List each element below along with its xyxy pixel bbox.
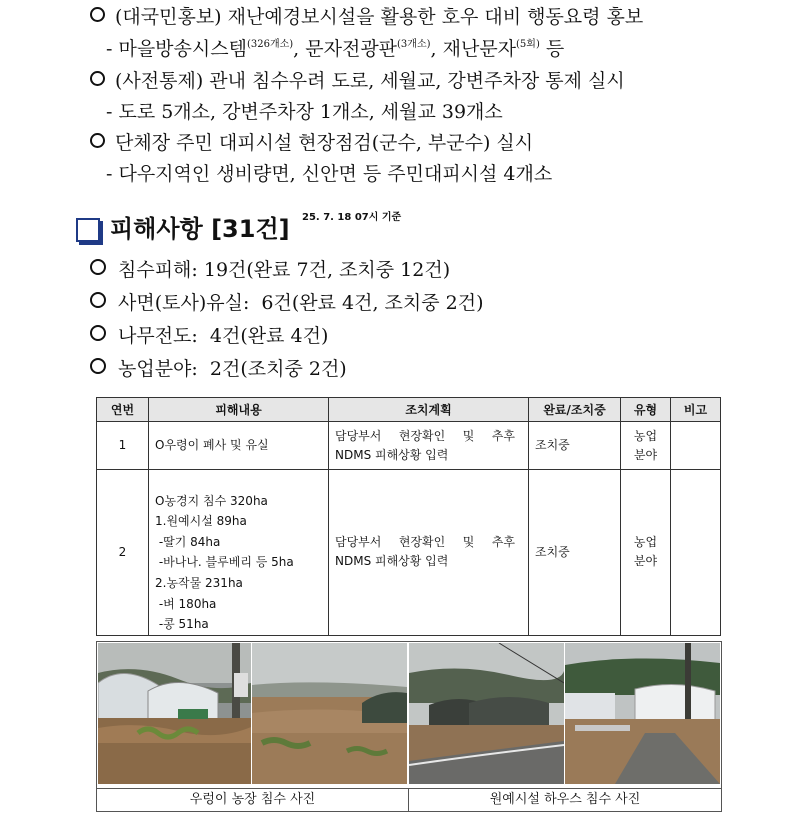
- circle-bullet-icon: [90, 358, 106, 374]
- sub-line-3: [106, 162, 552, 186]
- line-text: 등: [539, 38, 565, 60]
- bullet-line-2: [90, 69, 625, 93]
- content-line: O농경지 침수 320ha: [155, 493, 268, 508]
- content-line: -벼 180ha: [155, 596, 217, 611]
- circle-bullet-icon: [90, 325, 106, 341]
- flood-photo-snail-farm-1: [98, 643, 251, 784]
- header-plan: 조치계획: [329, 398, 529, 422]
- content-line: 1.원예시설 89ha: [155, 514, 247, 529]
- circle-bullet-icon: [90, 7, 105, 22]
- cell-type: [621, 470, 671, 636]
- table-header-row: [97, 398, 721, 422]
- cell-no: 1: [97, 422, 149, 470]
- line-text: - 다우지역인 생비량면, 신안면 등 주민대피시설 4개소: [106, 163, 553, 185]
- checkbox-square-icon: [76, 218, 100, 242]
- cell-type: [621, 422, 671, 470]
- plan-line: NDMS 피해상황 입력: [335, 447, 449, 462]
- circle-bullet-icon: [90, 133, 105, 148]
- line-text: 단체장 주민 대피시설 현장점검(군수, 부군수) 실시: [115, 132, 534, 154]
- header-note: 비고: [671, 398, 721, 422]
- date-note: 25. 7. 18 07시 기준: [302, 212, 402, 223]
- plan-line: NDMS 피해상황 입력: [335, 554, 449, 569]
- line-text: - 마을방송시스템: [106, 38, 247, 60]
- flood-photo-snail-farm-2: [252, 643, 407, 784]
- header-no: 연번: [97, 398, 149, 422]
- line-text: (사전통제) 관내 침수우려 도로, 세월교, 강변주차장 통제 실시: [115, 70, 625, 92]
- flood-photo-greenhouse-2: [565, 643, 720, 784]
- header-content: 피해내용: [149, 398, 329, 422]
- header-status: 완료/조치중: [529, 398, 621, 422]
- superscript: (326개소): [246, 39, 294, 50]
- cell-note: [671, 422, 721, 470]
- content-line: -딸기 84ha: [155, 534, 221, 549]
- damage-item-2: [90, 291, 484, 315]
- content-line: -콩 51ha: [155, 617, 209, 632]
- plan-line: 담당부서 현장확인 및 추후: [335, 428, 515, 443]
- type-line: 농업: [633, 535, 658, 550]
- item-text: 침수피해: 19건(완료 7건, 조치중 12건): [118, 259, 451, 281]
- cell-content: [149, 422, 329, 470]
- photo-panel: [96, 641, 722, 812]
- cell-plan: [329, 470, 529, 636]
- header-type: 유형: [621, 398, 671, 422]
- cell-status: 조치중: [529, 422, 621, 470]
- type-line: 분야: [633, 447, 658, 462]
- content-line: O우령이 폐사 및 유실: [155, 438, 269, 452]
- plan-line: 담당부서 현장확인 및 추후: [335, 535, 515, 550]
- item-text: 나무전도: 4건(완료 4건): [118, 325, 329, 347]
- cell-plan: [329, 422, 529, 470]
- sub-line-1: [106, 37, 564, 61]
- superscript: (3개소): [397, 39, 431, 50]
- cell-no: 2: [97, 470, 149, 636]
- table-row: [97, 422, 721, 470]
- item-text: 농업분야: 2건(조치중 2건): [118, 358, 347, 380]
- damage-item-1: [90, 258, 450, 282]
- content-line: 2.농작물 231ha: [155, 575, 243, 590]
- cell-content: [149, 470, 329, 636]
- type-line: 분야: [633, 554, 658, 569]
- content-line: -바나나. 블루베리 등 5ha: [155, 555, 294, 570]
- line-text: - 도로 5개소, 강변주차장 1개소, 세월교 39개소: [106, 101, 503, 123]
- circle-bullet-icon: [90, 259, 106, 275]
- table-row: [97, 470, 721, 636]
- line-text: (대국민홍보) 재난예경보시설을 활용한 호우 대비 행동요령 홍보: [115, 6, 644, 28]
- type-line: 농업: [633, 428, 658, 443]
- sub-line-2: [106, 100, 503, 124]
- bullet-line-1: [90, 5, 643, 29]
- circle-bullet-icon: [90, 71, 105, 86]
- damage-item-3: [90, 324, 328, 348]
- superscript: (5회): [516, 39, 540, 50]
- line-text: , 문자전광판: [293, 38, 398, 60]
- flood-photo-greenhouse-1: [409, 643, 564, 784]
- section-title: 피해사항 [31건]: [110, 215, 290, 243]
- cell-status: 조치중: [529, 470, 621, 636]
- damage-table: [96, 397, 721, 636]
- photo-caption-right: 원예시설 하우스 침수 사진: [409, 788, 721, 811]
- bullet-line-3: [90, 131, 533, 155]
- item-text: 사면(토사)유실: 6건(완료 4건, 조치중 2건): [118, 292, 484, 314]
- line-text: , 재난문자: [430, 38, 517, 60]
- circle-bullet-icon: [90, 292, 106, 308]
- damage-item-4: [90, 357, 347, 381]
- cell-note: [671, 470, 721, 636]
- photo-caption-left: 우렁이 농장 침수 사진: [97, 788, 409, 811]
